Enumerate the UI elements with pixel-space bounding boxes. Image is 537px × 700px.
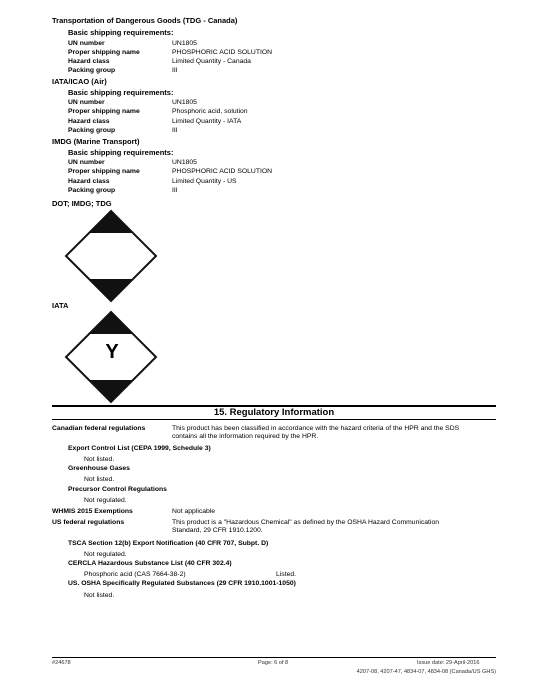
iata-psn-value: Phosphoric acid, solution — [172, 108, 248, 115]
lq-bottom-triangle — [89, 279, 133, 301]
imdg-class-label: Hazard class — [68, 178, 110, 185]
cercla-heading: CERCLA Hazardous Substance List (40 CFR 302.4) — [68, 560, 232, 567]
iata-heading: IATA/ICAO (Air) — [52, 77, 107, 86]
export-control-heading: Export Control List (CEPA 1999, Schedule 3) — [68, 445, 211, 452]
canadian-text-line1: This product has been classified in accordance with the hazard criteria of the HPR and the SDS — [172, 425, 460, 432]
tdg-psn-value: PHOSPHORIC ACID SOLUTION — [172, 49, 273, 56]
iata-class-value: Limited Quantity - IATA — [172, 118, 242, 125]
tsca-value: Not regulated. — [84, 551, 127, 558]
canadian-text-line2: contains all the information required by the HPR. — [172, 433, 319, 440]
us-federal-label: US federal regulations — [52, 519, 125, 526]
imdg-psn-label: Proper shipping name — [68, 168, 140, 175]
whmis-label: WHMIS 2015 Exemptions — [52, 508, 133, 515]
greenhouse-value: Not listed. — [84, 476, 115, 483]
iata-class-label: Hazard class — [68, 118, 110, 125]
imdg-psn-value: PHOSPHORIC ACID SOLUTION — [172, 168, 273, 175]
tdg-pg-value: III — [172, 67, 178, 74]
imdg-class-value: Limited Quantity - US — [172, 178, 237, 185]
tdg-class-value: Limited Quantity - Canada — [172, 58, 251, 65]
tdg-pg-label: Packing group — [68, 67, 116, 74]
footer-issue-date: Issue date: 29-April-2016 — [417, 660, 480, 666]
precursor-value: Not regulated. — [84, 497, 127, 504]
footer-rule — [52, 657, 496, 658]
footer-page-number: Page: 6 of 8 — [258, 660, 289, 666]
lqy-bottom-triangle — [89, 380, 133, 402]
tdg-un-value: UN1805 — [172, 40, 197, 47]
export-control-value: Not listed. — [84, 456, 115, 463]
lq-top-triangle — [89, 211, 133, 233]
limited-quantity-mark — [64, 209, 158, 303]
iata-un-value: UN1805 — [172, 99, 197, 106]
iata-mark-label: IATA — [52, 301, 69, 310]
imdg-heading: IMDG (Marine Transport) — [52, 137, 140, 146]
tsca-heading: TSCA Section 12(b) Export Notification (40 CFR 707, Subpt. D) — [68, 540, 269, 547]
imdg-subheading: Basic shipping requirements: — [68, 148, 174, 157]
footer-product-codes: 4207-08, 4207-47, 4834-07, 4834-08 (Canada/US GHS) — [356, 669, 496, 675]
cercla-status: Listed. — [276, 571, 297, 578]
us-federal-text-line1: This product is a "Hazardous Chemical" as defined by the OSHA Hazard Communication — [172, 519, 440, 526]
tdg-heading: Transportation of Dangerous Goods (TDG - Canada) — [52, 16, 238, 25]
iata-psn-label: Proper shipping name — [68, 108, 140, 115]
imdg-pg-label: Packing group — [68, 187, 116, 194]
iata-pg-label: Packing group — [68, 127, 116, 134]
greenhouse-heading: Greenhouse Gases — [68, 465, 130, 472]
dot-imdg-tdg-label: DOT; IMDG; TDG — [52, 199, 112, 208]
us-federal-text-line2: Standard, 29 CFR 1910.1200. — [172, 527, 263, 534]
tdg-class-label: Hazard class — [68, 58, 110, 65]
iata-pg-value: III — [172, 127, 178, 134]
iata-y-letter: Y — [105, 341, 119, 363]
osha-heading: US. OSHA Specifically Regulated Substances (29 CFR 1910.1001-1050) — [68, 580, 296, 587]
footer-doc-id: #24678 — [52, 660, 71, 666]
section-bottom-rule — [52, 419, 496, 420]
tdg-un-label: UN number — [68, 40, 105, 47]
cercla-substance: Phosphoric acid (CAS 7664-38-2) — [84, 571, 186, 578]
tdg-subheading: Basic shipping requirements: — [68, 28, 174, 37]
tdg-psn-label: Proper shipping name — [68, 49, 140, 56]
section-title: 15. Regulatory Information — [213, 407, 335, 418]
precursor-heading: Precursor Control Regulations — [68, 486, 167, 493]
canadian-label: Canadian federal regulations — [52, 425, 146, 432]
whmis-value: Not applicable — [172, 508, 216, 515]
lqy-top-triangle — [89, 312, 133, 334]
iata-subheading: Basic shipping requirements: — [68, 88, 174, 97]
imdg-pg-value: III — [172, 187, 178, 194]
iata-un-label: UN number — [68, 99, 105, 106]
osha-value: Not listed. — [84, 592, 115, 599]
imdg-un-label: UN number — [68, 159, 105, 166]
imdg-un-value: UN1805 — [172, 159, 197, 166]
